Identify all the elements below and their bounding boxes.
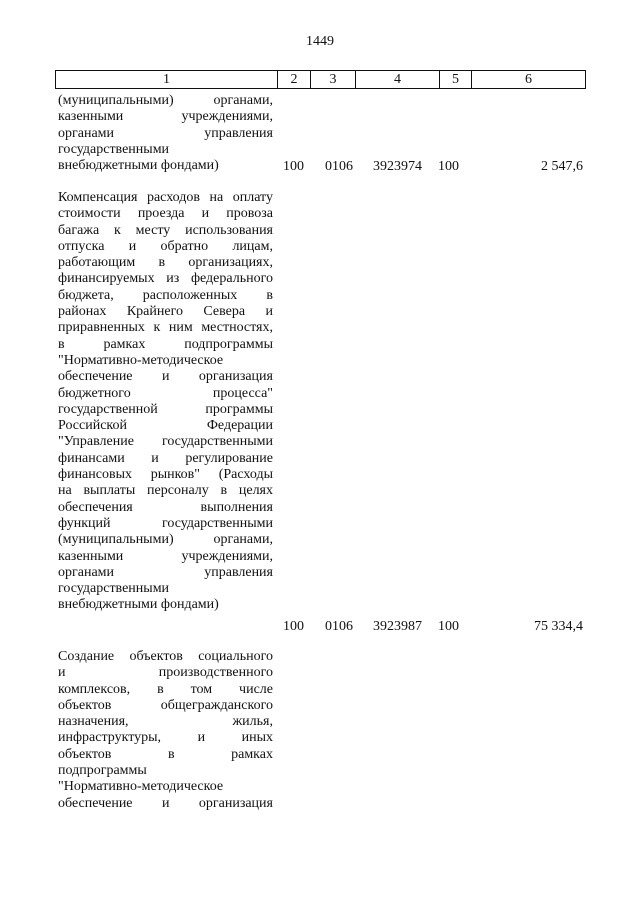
description-line: на выплаты персоналу в целях bbox=[58, 483, 273, 499]
description-line: бюджетного процесса" bbox=[58, 385, 273, 401]
description-line: государственными bbox=[58, 141, 170, 157]
cell-col6: 2 547,6 bbox=[541, 159, 583, 174]
description-line: назначения, жилья, bbox=[58, 714, 273, 730]
description-line: объектов общегражданского bbox=[58, 697, 273, 713]
description-line: и производственного bbox=[58, 665, 273, 681]
column-header-2: 2 bbox=[278, 71, 311, 89]
cell-col4: 3923974 bbox=[373, 159, 422, 174]
column-header-table bbox=[55, 70, 586, 89]
description-line: казенными учреждениями, bbox=[58, 548, 273, 564]
description-line: функций государственными bbox=[58, 515, 273, 531]
description-line: районах Крайнего Севера и bbox=[58, 304, 273, 320]
column-header-5: 5 bbox=[440, 71, 472, 89]
description-line: подпрограммы bbox=[58, 763, 147, 779]
page-number: 1449 bbox=[306, 34, 334, 49]
cell-col3: 0106 bbox=[325, 159, 353, 174]
description-line: казенными учреждениями, bbox=[58, 109, 273, 125]
table-row-description bbox=[58, 93, 273, 174]
column-header-3: 3 bbox=[311, 71, 356, 89]
description-line: "Управление государственными bbox=[58, 434, 273, 450]
description-line: внебюджетными фондами) bbox=[58, 597, 219, 613]
description-line: Российской Федерации bbox=[58, 418, 273, 434]
cell-col2: 100 bbox=[283, 159, 304, 174]
description-line: "Нормативно-методическое bbox=[58, 352, 224, 368]
description-line: Компенсация расходов на оплату bbox=[58, 190, 273, 205]
description-line: финансируемых из федерального bbox=[58, 271, 273, 287]
description-line: органами управления bbox=[58, 125, 273, 141]
cell-col4: 3923987 bbox=[373, 619, 422, 634]
description-line: приравненных к ним местностях, bbox=[58, 320, 273, 336]
description-line: отпуска и обратно лицам, bbox=[58, 238, 273, 254]
description-line: комплексов, в том числе bbox=[58, 681, 273, 697]
description-line: инфраструктуры, и иных bbox=[58, 730, 273, 746]
description-line: обеспечение и организация bbox=[58, 369, 273, 385]
cell-col3: 0106 bbox=[325, 619, 353, 634]
description-line: внебюджетными фондами) bbox=[58, 158, 219, 174]
column-header-row bbox=[56, 71, 586, 89]
description-line: бюджета, расположенных в bbox=[58, 287, 273, 303]
table-row-description bbox=[58, 649, 273, 812]
table-row-description bbox=[58, 190, 273, 614]
description-line: государственной программы bbox=[58, 401, 273, 417]
cell-col5: 100 bbox=[438, 619, 459, 634]
description-line: органами управления bbox=[58, 564, 273, 580]
description-line: обеспечения выполнения bbox=[58, 499, 273, 515]
description-line: работающим в организациях, bbox=[58, 255, 273, 271]
description-line: Создание объектов социального bbox=[58, 649, 273, 664]
description-line: объектов в рамках bbox=[58, 746, 273, 762]
cell-col2: 100 bbox=[283, 619, 304, 634]
description-line: (муниципальными) органами, bbox=[58, 93, 273, 108]
column-header-4: 4 bbox=[356, 71, 440, 89]
cell-col5: 100 bbox=[438, 159, 459, 174]
description-line: стоимости проезда и провоза bbox=[58, 206, 273, 222]
description-line: финансами и регулирование bbox=[58, 450, 273, 466]
description-line: в рамках подпрограммы bbox=[58, 336, 273, 352]
description-line: (муниципальными) органами, bbox=[58, 532, 273, 548]
description-line: обеспечение и организация bbox=[58, 795, 273, 811]
column-header-6: 6 bbox=[472, 71, 586, 89]
description-line: "Нормативно-методическое bbox=[58, 779, 224, 795]
description-line: государственными bbox=[58, 581, 170, 597]
cell-col6: 75 334,4 bbox=[534, 619, 583, 634]
description-line: багажа к месту использования bbox=[58, 222, 273, 238]
column-header-1: 1 bbox=[56, 71, 278, 89]
description-line: финансовых рынков" (Расходы bbox=[58, 467, 273, 483]
